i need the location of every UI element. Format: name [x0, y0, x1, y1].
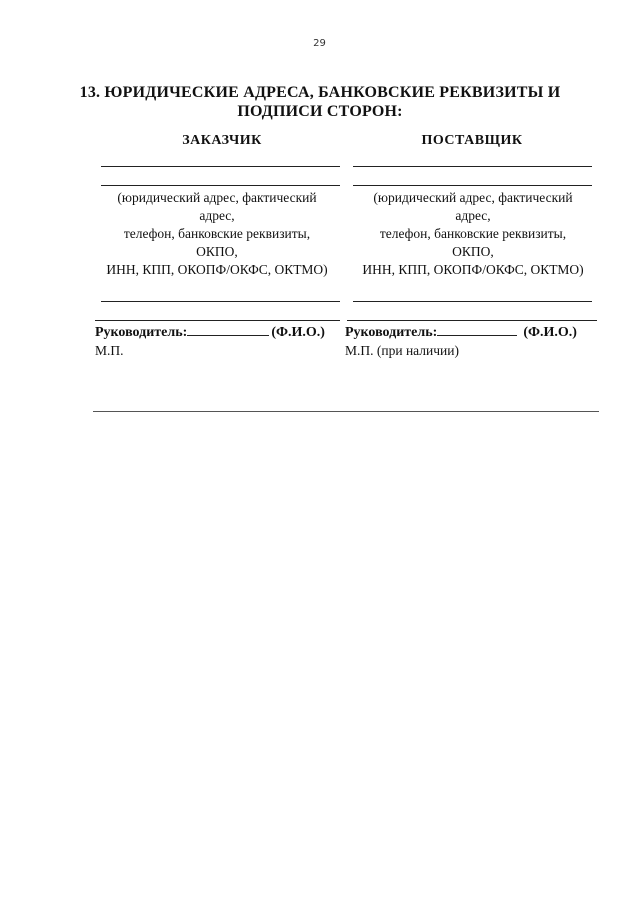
supplier-details-line: ИНН, КПП, ОКОПФ/ОКФС, ОКТМО): [362, 262, 584, 277]
customer-column: [95, 133, 345, 279]
customer-signature-block: [95, 301, 345, 360]
customer-details-line: телефон, банковские реквизиты,: [123, 226, 311, 241]
section-title-line-2: ПОДПИСИ СТОРОН:: [237, 103, 403, 120]
supplier-extra-line: [353, 301, 592, 302]
customer-details-line: ОКПО,: [196, 244, 238, 259]
customer-details: [87, 189, 347, 279]
supplier-details-line: адрес,: [455, 208, 491, 223]
customer-details-line: адрес,: [199, 208, 235, 223]
customer-signature-line: [95, 320, 340, 321]
section-title-line-1: 13. ЮРИДИЧЕСКИЕ АДРЕСА, БАНКОВСКИЕ РЕКВИЗИТЫ И: [79, 84, 561, 101]
customer-signature-blank: [187, 323, 269, 336]
customer-details-line: ИНН, КПП, ОКОПФ/ОКФС, ОКТМО): [106, 262, 328, 277]
customer-details-line: (юридический адрес, фактический: [117, 190, 317, 205]
supplier-fio-label: (Ф.И.О.): [523, 325, 577, 340]
section-title: [60, 83, 580, 121]
page-number: 29: [313, 38, 326, 49]
customer-name-line-2: [101, 185, 340, 186]
supplier-signature-block: [345, 301, 595, 360]
supplier-head-label: Руководитель:: [345, 325, 438, 340]
supplier-name-line-2: [353, 185, 592, 186]
customer-extra-line: [101, 301, 340, 302]
customer-name-line-1: [101, 166, 340, 167]
supplier-head-signature: [345, 323, 595, 342]
footer-divider: [93, 411, 599, 412]
supplier-name-line-1: [353, 166, 592, 167]
supplier-stamp: М.П. (при наличии): [345, 343, 459, 358]
customer-head-label: Руководитель:: [95, 325, 188, 340]
supplier-column: [345, 133, 595, 279]
supplier-details-line: телефон, банковские реквизиты,: [379, 226, 567, 241]
supplier-details: [345, 189, 601, 279]
customer-fio-label: (Ф.И.О.): [271, 325, 325, 340]
supplier-title: ПОСТАВЩИК: [421, 133, 523, 148]
customer-head-signature: [95, 323, 345, 342]
customer-stamp: М.П.: [95, 343, 124, 358]
customer-title: ЗАКАЗЧИК: [182, 133, 262, 148]
supplier-details-line: ОКПО,: [452, 244, 494, 259]
supplier-details-line: (юридический адрес, фактический: [373, 190, 573, 205]
supplier-signature-blank: [437, 323, 517, 336]
supplier-signature-line: [347, 320, 597, 321]
